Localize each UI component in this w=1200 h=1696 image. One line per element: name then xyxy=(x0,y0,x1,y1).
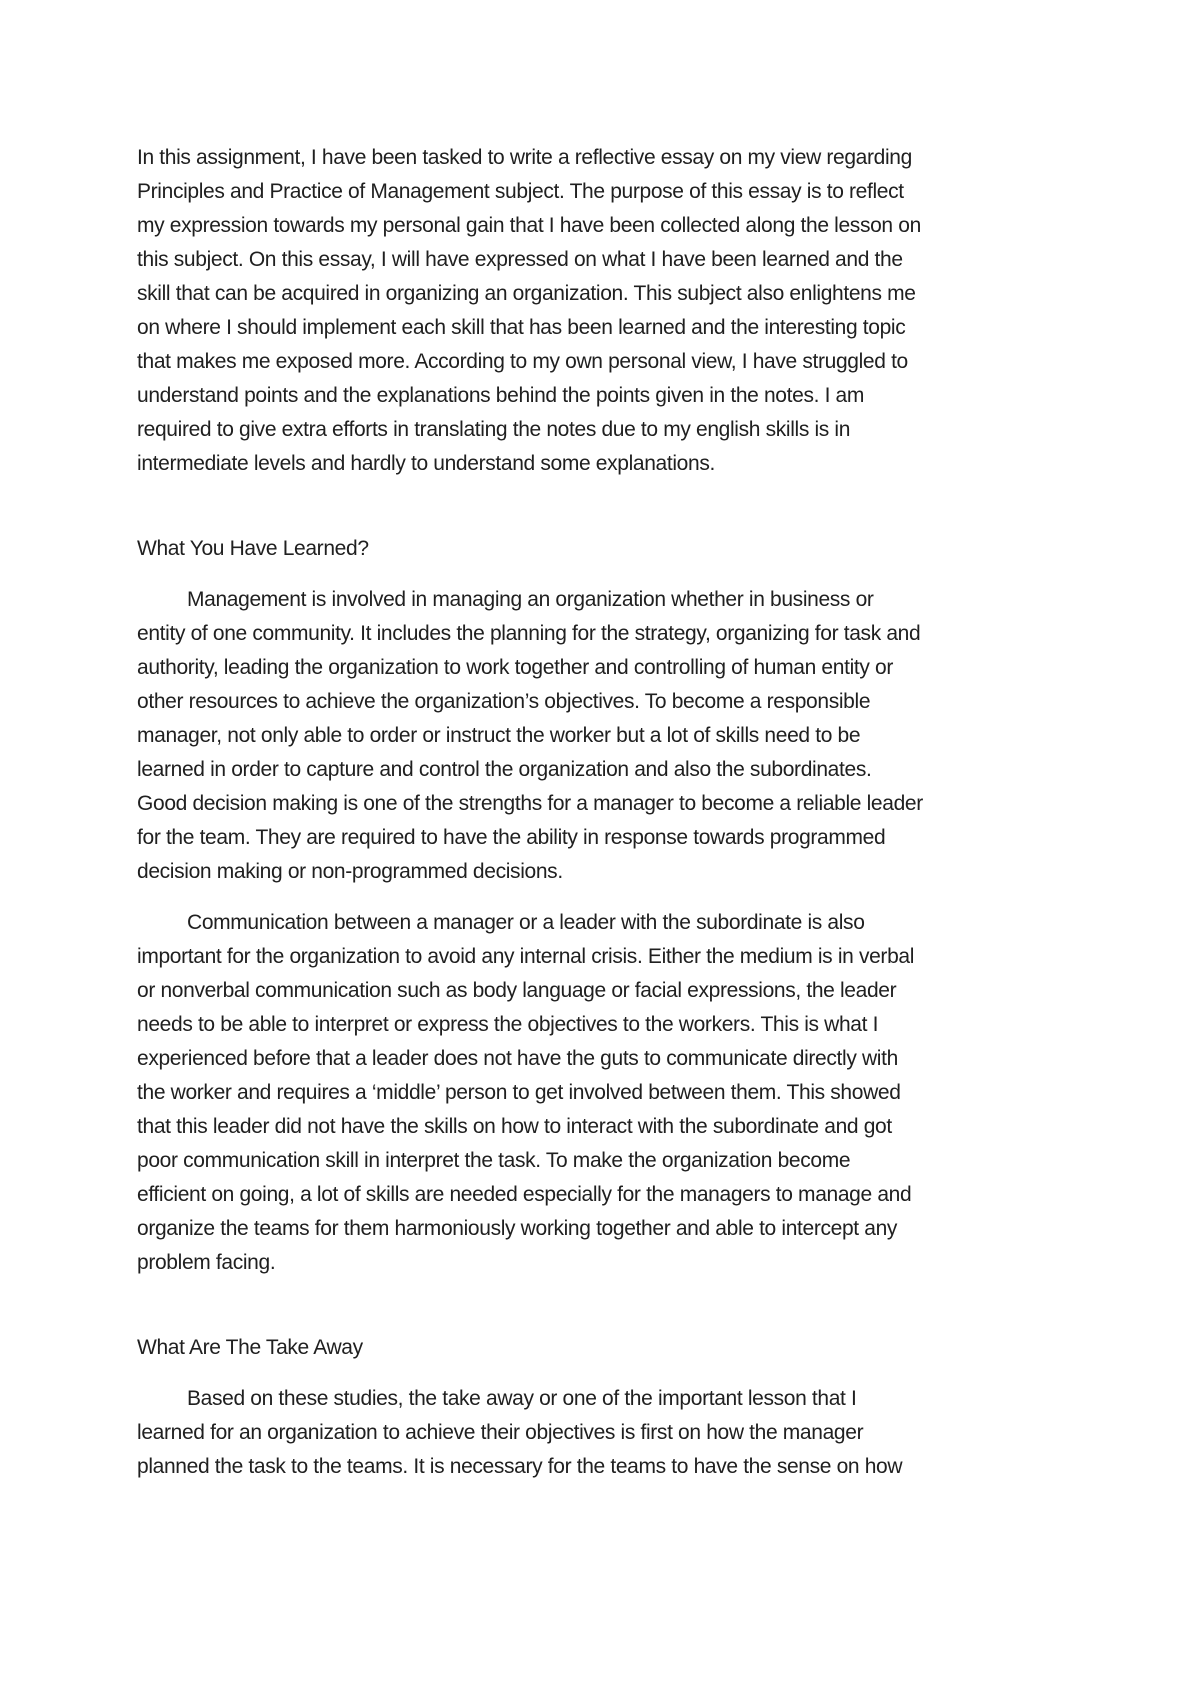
text-line: efficient on going, a lot of skills are needed especially for the managers to manage and xyxy=(137,1183,912,1206)
text-line: learned for an organization to achieve their objectives is first on how the manager xyxy=(137,1421,864,1444)
text-line: problem facing. xyxy=(137,1251,276,1274)
text-line: intermediate levels and hardly to understand some explanations. xyxy=(137,452,715,475)
essay-paragraph xyxy=(137,141,1097,481)
text-line: my expression towards my personal gain that I have been collected along the lesson on xyxy=(137,214,921,237)
text-line: organize the teams for them harmoniously working together and able to intercept any xyxy=(137,1217,898,1240)
text-line: Management is involved in managing an organization whether in business or xyxy=(187,588,874,611)
text-line: needs to be able to interpret or express the objectives to the workers. This is what I xyxy=(137,1013,879,1036)
text-line: required to give extra efforts in translating the notes due to my english skills is in xyxy=(137,418,851,441)
text-line: entity of one community. It includes the planning for the strategy, organizing for task and xyxy=(137,622,921,645)
text-line: understand points and the explanations behind the points given in the notes. I am xyxy=(137,384,865,407)
text-line: on where I should implement each skill that has been learned and the interesting topic xyxy=(137,316,906,339)
text-line: authority, leading the organization to work together and controlling of human entity or xyxy=(137,656,893,679)
essay-paragraph xyxy=(137,906,1097,1280)
text-line: manager, not only able to order or instruct the worker but a lot of skills need to be xyxy=(137,724,861,747)
text-line: or nonverbal communication such as body language or facial expressions, the leader xyxy=(137,979,897,1002)
text-line: that this leader did not have the skills on how to interact with the subordinate and got xyxy=(137,1115,892,1138)
text-line: decision making or non-programmed decisions. xyxy=(137,860,563,883)
section-heading: What Are The Take Away xyxy=(137,1336,363,1359)
text-line: Principles and Practice of Management subject. The purpose of this essay is to reflect xyxy=(137,180,904,203)
text-line: learned in order to capture and control the organization and also the subordinates. xyxy=(137,758,872,781)
text-line: experienced before that a leader does not have the guts to communicate directly with xyxy=(137,1047,898,1070)
text-line: that makes me exposed more. According to my own personal view, I have struggled to xyxy=(137,350,908,373)
essay-paragraph xyxy=(137,583,1097,889)
text-line: skill that can be acquired in organizing an organization. This subject also enlightens me xyxy=(137,282,916,305)
document-content xyxy=(137,141,1097,1501)
text-line: Good decision making is one of the strengths for a manager to become a reliable leader xyxy=(137,792,923,815)
text-line: for the team. They are required to have the ability in response towards programmed xyxy=(137,826,886,849)
text-line: this subject. On this essay, I will have expressed on what I have been learned and the xyxy=(137,248,903,271)
section-heading: What You Have Learned? xyxy=(137,537,369,560)
text-line: Based on these studies, the take away or one of the important lesson that I xyxy=(187,1387,857,1410)
text-line: important for the organization to avoid any internal crisis. Either the medium is in verbal xyxy=(137,945,915,968)
text-line: the worker and requires a ‘middle’ person to get involved between them. This showed xyxy=(137,1081,901,1104)
text-line: Communication between a manager or a leader with the subordinate is also xyxy=(187,911,865,934)
text-line: other resources to achieve the organization’s objectives. To become a responsible xyxy=(137,690,871,713)
text-line: In this assignment, I have been tasked to write a reflective essay on my view regarding xyxy=(137,146,912,169)
text-line: poor communication skill in interpret the task. To make the organization become xyxy=(137,1149,851,1172)
text-line: planned the task to the teams. It is necessary for the teams to have the sense on how xyxy=(137,1455,903,1478)
essay-paragraph xyxy=(137,1382,1097,1484)
